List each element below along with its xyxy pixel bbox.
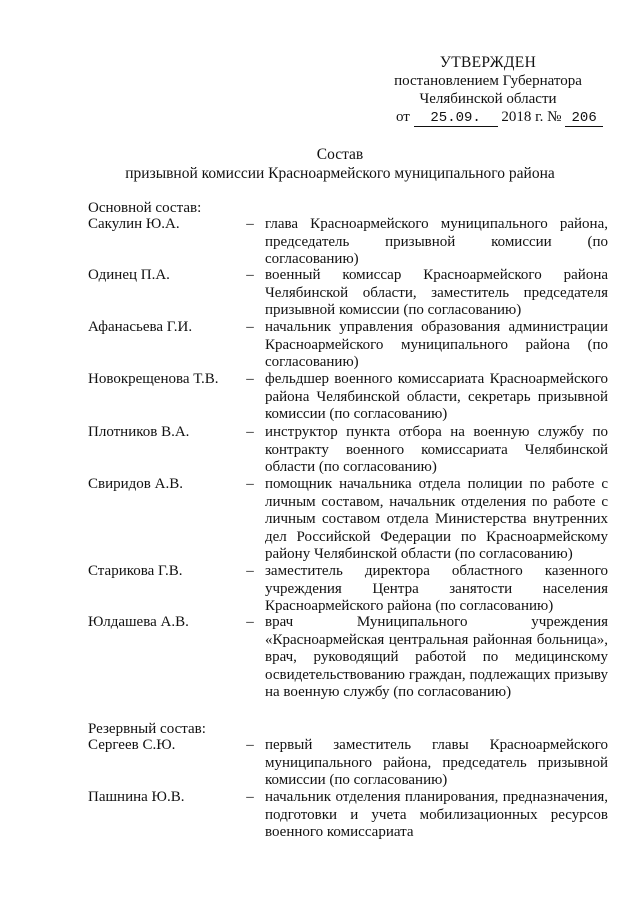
member-dash: – [246, 319, 254, 335]
member-position: инструктор пункта отбора на военную службу по контракту военного комиссариата Челябинской области (по согласованию) [265, 424, 608, 475]
member-name: Плотников В.А. [88, 424, 190, 440]
member-dash: – [246, 476, 254, 492]
member-dash: – [246, 737, 254, 753]
member-position: глава Красноармейского муниципального района, председатель призывной комиссии (по согласованию) [265, 216, 608, 267]
approval-number: 206 [565, 110, 603, 127]
member-dash: – [246, 563, 254, 579]
member-position: начальник управления образования администрации Красноармейского муниципального района (по согласованию) [265, 319, 608, 370]
member-position: начальник отделения планирования, предназначения, подготовки и учета мобилизационных ресурсов военного комиссариата [265, 789, 608, 840]
member-dash: – [246, 216, 254, 232]
member-dash: – [246, 371, 254, 387]
member-name: Одинец П.А. [88, 267, 170, 283]
approval-date: 25.09. [414, 110, 498, 127]
member-name: Пашнина Ю.В. [88, 789, 185, 805]
member-dash: – [246, 267, 254, 283]
member-dash: – [246, 424, 254, 440]
member-position: врач Муниципального учреждения «Красноармейская центральная районная больница», врач, руководящий работой по медицинскому освидетельствованию граждан, подлежащих призыву на военную службу (по согласованию) [265, 614, 608, 700]
approval-number-sign: № [547, 109, 562, 125]
member-dash: – [246, 614, 254, 630]
reserve-section-label: Резервный состав: [88, 721, 206, 737]
title-line-2: призывной комиссии Красноармейского муниципального района [125, 165, 555, 182]
approval-date-line [388, 108, 597, 127]
document-title [100, 145, 580, 183]
member-name: Сакулин Ю.А. [88, 216, 180, 232]
member-dash: – [246, 789, 254, 805]
approval-from-prefix: от [396, 109, 410, 125]
member-name: Старикова Г.В. [88, 563, 183, 579]
member-position: заместитель директора областного казенного учреждения Центра занятости населения Красноармейского района (по согласованию) [265, 563, 608, 614]
approval-region-line: Челябинской области [419, 91, 557, 107]
main-section-label: Основной состав: [88, 200, 202, 216]
member-position: фельдшер военного комиссариата Красноармейского района Челябинской области, секретарь призывной комиссии (по согласованию) [265, 371, 608, 422]
title-line-1: Состав [316, 146, 364, 163]
member-name: Юлдашева А.В. [88, 614, 189, 630]
member-name: Новокрещенова Т.В. [88, 371, 219, 387]
member-name: Афанасьева Г.И. [88, 319, 193, 335]
approval-block [388, 54, 597, 127]
member-position: военный комиссар Красноармейского района Челябинской области, заместитель председателя призывной комиссии (по согласованию) [265, 267, 608, 318]
approval-year: 2018 г. [501, 109, 544, 125]
approval-decree-line: постановлением Губернатора [394, 73, 582, 89]
member-name: Свиридов А.В. [88, 476, 183, 492]
member-name: Сергеев С.Ю. [88, 737, 176, 753]
member-position: помощник начальника отдела полиции по работе с личным составом, начальник отделения по работе с личным составом отдела Министерства внутренних дел Российской Федерации по Красноармейскому району Челябинской области (по согласованию) [265, 476, 608, 562]
member-position: первый заместитель главы Красноармейского муниципального района, председатель призывной комиссии (по согласованию) [265, 737, 608, 788]
approval-heading: УТВЕРЖДЕН [439, 54, 537, 71]
